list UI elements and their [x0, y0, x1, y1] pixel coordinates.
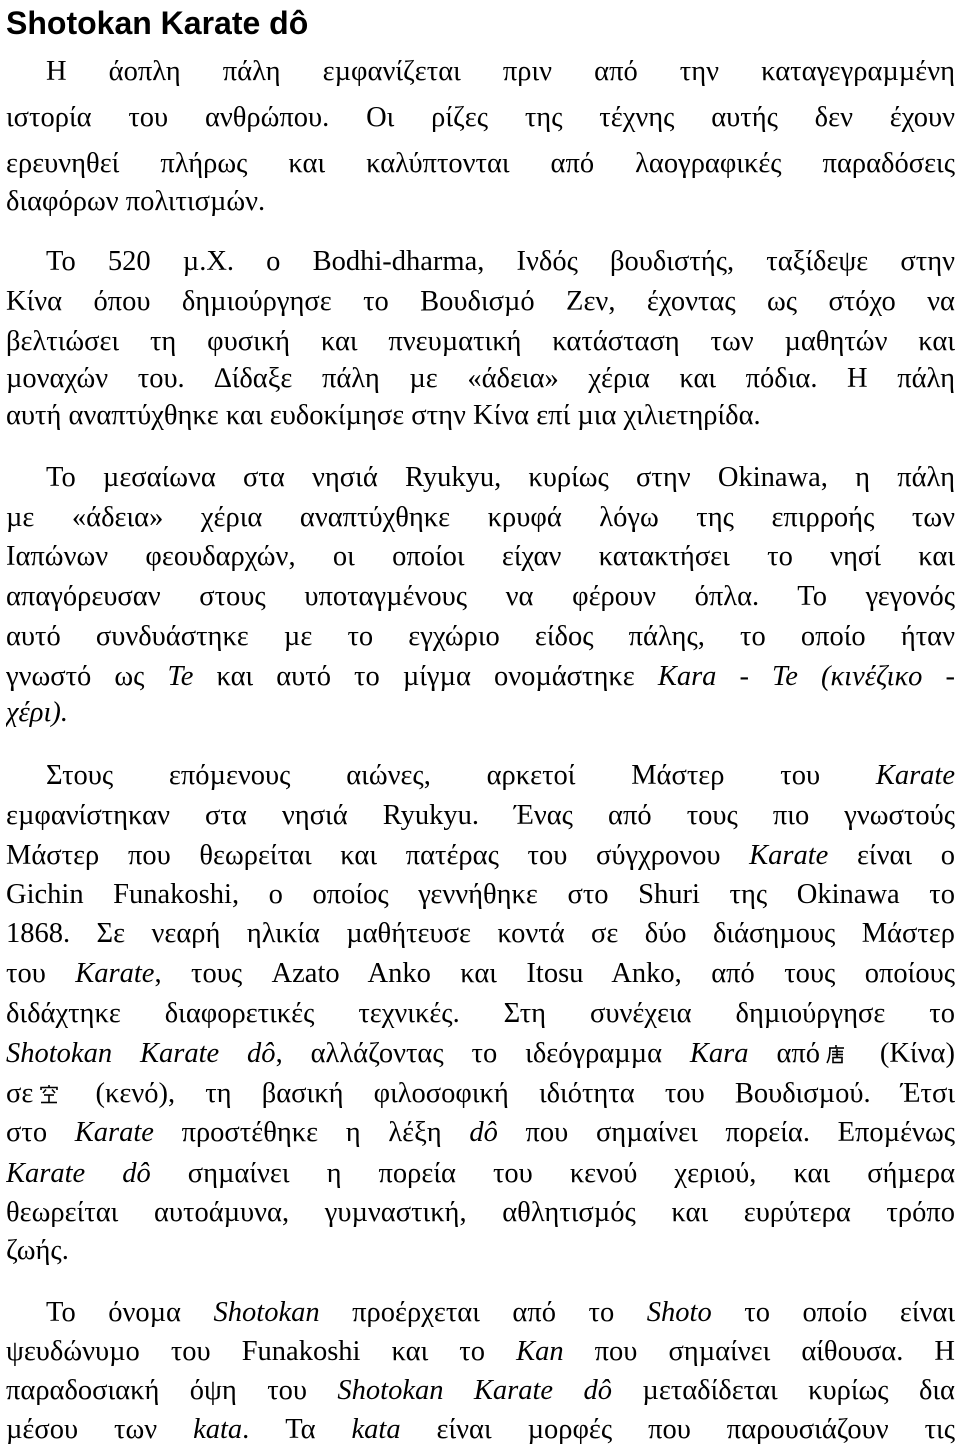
- p2-line-4: µοναχών του. ∆ίδαξε πάλη µε «άδεια» χέρια και πόδια. Η πάλη: [6, 363, 955, 394]
- p5-line-2: [6, 1333, 955, 1371]
- page-title: Shotokan Karate dô: [6, 5, 309, 41]
- text-run: που σηµαίνει πορεία. Εποµένως: [497, 1117, 955, 1148]
- text-run: γνωστό ως: [6, 661, 168, 692]
- p4-line-4: Gichin Funakoshi, ο οποίος γεννήθηκε στο Shuri της Okinawa το: [6, 879, 955, 910]
- term-shotokan-karate-do: Shotokan Karate dô: [6, 1038, 276, 1069]
- text-run: από: [748, 1038, 821, 1069]
- p1-line-3: ερευνηθεί πλήρως και καλύπτονται από λαογραφικές παραδόσεις: [6, 148, 955, 179]
- text-run: , τους Azato Anko και Itosu Anko, από τους οποίους: [154, 958, 955, 989]
- term-karate: Karate: [875, 760, 955, 791]
- p4-line-13: ζωής.: [6, 1235, 69, 1266]
- text-run: είναι ο: [828, 840, 955, 871]
- p4-line-2: εµφανίστηκαν στα νησιά Ryukyu. Ένας από τους πιο γνωστούς: [6, 800, 955, 831]
- term-shotokan: Shotokan: [213, 1297, 320, 1328]
- text-run: παραδοσιακή όψη του: [6, 1375, 338, 1406]
- kara-china-ideogram-icon: [826, 1044, 846, 1064]
- text-run: και αυτό το µίγµα ονοµάστηκε: [193, 661, 658, 692]
- p4-line-12: θεωρείται αυτοάµυνα, γυµναστική, αθλητισµός και ευρύτερα τρόπο: [6, 1197, 955, 1228]
- p1-line-4: διαφόρων πολιτισµών.: [6, 186, 266, 217]
- p3-line-1: Το µεσαίωνα στα νησιά Ryukyu, κυρίως στην Okinawa, η πάλη: [46, 462, 955, 493]
- p4-line-8: [6, 1035, 955, 1073]
- term-karate: Karate: [749, 840, 829, 871]
- term-kata: kata: [351, 1414, 401, 1445]
- p4-line-11: [6, 1155, 955, 1193]
- p2-line-1: Το 520 µ.Χ. ο Bodhi-dharma, Ινδός βουδιστής, ταξίδεψε στην: [46, 246, 955, 277]
- term-shoto: Shoto: [646, 1297, 712, 1328]
- text-run: µεταδίδεται κυρίως δια: [611, 1375, 955, 1406]
- term-kata: kata: [193, 1414, 243, 1445]
- p5-line-1: [46, 1294, 955, 1332]
- term-do: dô: [469, 1117, 498, 1148]
- text-run: µέσου των: [6, 1414, 194, 1445]
- text-run: Μάστερ που θεωρείται και πατέρας του σύγχρονου: [6, 840, 750, 871]
- p3-line-4: απαγόρευσαν στους υποταγµένους να φέρουν όπλα. Το γεγονός: [6, 581, 955, 612]
- p3-line-3: Ιαπώνων φεουδαρχών, οι οποίοι είχαν κατακτήσει το νησί και: [6, 541, 955, 572]
- text-run: , αλλάζοντας το ιδεόγραµµα: [275, 1038, 690, 1069]
- text-run: ψευδώνυµο του Funakoshi και το: [6, 1336, 517, 1367]
- term-te: Te: [167, 661, 194, 692]
- text-run: στο: [6, 1117, 75, 1148]
- text-run: προέρχεται από το: [319, 1297, 647, 1328]
- p3-line-7: χέρι).: [6, 697, 68, 728]
- term-karate: Karate: [75, 958, 155, 989]
- text-run: του: [6, 958, 76, 989]
- term-kara: Kara: [689, 1038, 749, 1069]
- text-run: Το όνοµα: [46, 1297, 214, 1328]
- text-run: προστέθηκε η λέξη: [153, 1117, 470, 1148]
- text-run: είναι µορφές που παρουσιάζουν τις: [400, 1414, 955, 1445]
- p4-line-5: 1868. Σε νεαρή ηλικία µαθήτευσε κοντά σε δύο διάσηµους Μάστερ: [6, 918, 955, 949]
- p1-line-1: Η άοπλη πάλη εµφανίζεται πριν από την καταγεγραµµένη: [46, 56, 955, 87]
- p5-line-4: [6, 1411, 955, 1449]
- kara-empty-ideogram-icon: [39, 1084, 59, 1104]
- text-run: το οποίο είναι: [711, 1297, 955, 1328]
- p4-line-3: [6, 837, 955, 875]
- p3-line-5: αυτό συνδυάστηκε µε το εγχώριο είδος πάλης, το οποίο ήταν: [6, 621, 955, 652]
- p5-line-3: [6, 1372, 955, 1410]
- text-run: που σηµαίνει αίθουσα. Η: [563, 1336, 955, 1367]
- text-run: (Κίνα): [852, 1038, 955, 1069]
- p2-line-2: Κίνα όπου δηµιούργησε το Βουδισµό Ζεν, έχοντας ως στόχο να: [6, 286, 955, 317]
- p4-line-9: [6, 1075, 955, 1113]
- term-kan: Kan: [516, 1336, 564, 1367]
- p4-line-7: διδάχτηκε διαφορετικές τεχνικές. Στη συνέχεια δηµιούργησε το: [6, 998, 955, 1029]
- text-run: Στους επόµενους αιώνες, αρκετοί Μάστερ του: [46, 760, 876, 791]
- p4-line-1: [46, 757, 955, 795]
- p4-line-6: [6, 955, 955, 993]
- text-run: σε: [6, 1078, 34, 1109]
- p3-line-6: [6, 658, 955, 696]
- p2-line-5: αυτή αναπτύχθηκε και ευδοκίµησε στην Κίνα επί µια χιλιετηρίδα.: [6, 400, 761, 431]
- p1-line-2: ιστορία του ανθρώπου. Οι ρίζες της τέχνης αυτής δεν έχουν: [6, 102, 955, 133]
- text-run: . Τα: [242, 1414, 352, 1445]
- text-run: (κενό), τη βασική φιλοσοφική ιδιότητα του Βουδισµού. Έτσι: [65, 1078, 955, 1109]
- p4-line-10: [6, 1114, 955, 1152]
- term-kara-te: Kara - Te (κινέζικο -: [657, 661, 955, 692]
- p2-line-3: βελτιώσει τη φυσική και πνευµατική κατάσταση των µαθητών και: [6, 326, 955, 357]
- text-run: σηµαίνει η πορεία του κενού χεριού, και σήµερα: [150, 1158, 955, 1189]
- p3-line-2: µε «άδεια» χέρια αναπτύχθηκε κρυφά λόγω της επιρροής των: [6, 502, 955, 533]
- term-karate: Karate: [74, 1117, 154, 1148]
- term-shotokan-karate-do: Shotokan Karate dô: [337, 1375, 612, 1406]
- term-karate-do: Karate dô: [6, 1158, 151, 1189]
